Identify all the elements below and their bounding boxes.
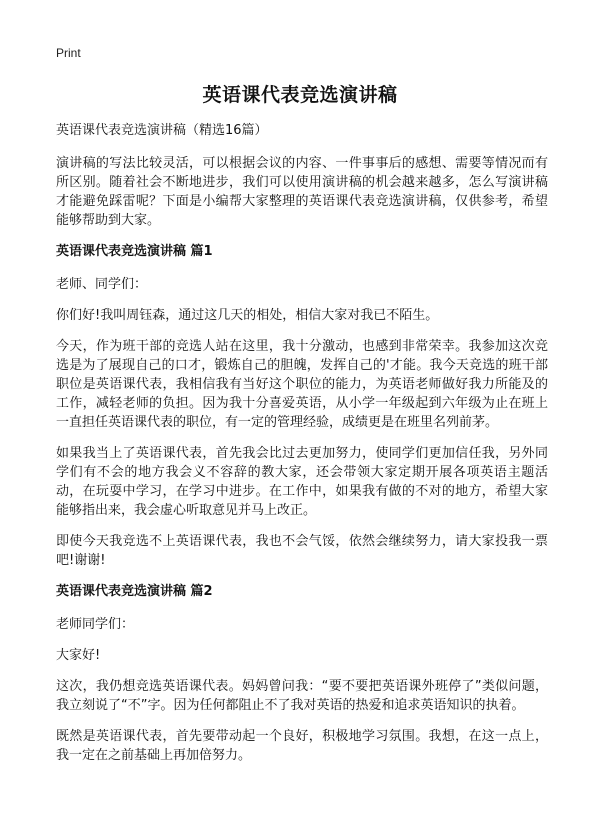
section-2-paragraph: 这次，我仍想竞选英语课代表。妈妈曾问我：“要不要把英语课外班停了”类似问题，我立刻说了“不”字。因为任何都阻止不了我对英语的热爱和追求英语知识的执着。 — [56, 679, 548, 713]
section-2-salutation: 老师同学们： — [56, 617, 135, 632]
document-body — [56, 121, 548, 777]
section-2-heading: 英语课代表竞选演讲稿 篇2 — [56, 584, 213, 599]
section-1-paragraph: 今天，作为班干部的竞选人站在这里，我十分激动，也感到非常荣幸。我参加这次竞选是为了展现自己的口才，锻炼自己的胆魄，发挥自己的'才能。我今天竞选的班干部职位是英语课代表，我相信我有当好这个职位的能力，为英语老师做好我力所能及的工作，减轻老师的负担。因为我十分喜爱英语，从小学一年级起到六年级为止在班上一直担任英语课代表的职位，有一定的管理经验，成绩更是在班里名列前茅。 — [56, 339, 548, 430]
document-subtitle: 英语课代表竞选演讲稿（精选16篇） — [56, 123, 268, 138]
intro-paragraph: 演讲稿的写法比较灵活，可以根据会议的内容、一件事事后的感想、需要等情况而有所区别。随着社会不断地进步，我们可以使用演讲稿的机会越来越多，怎么写演讲稿才能避免踩雷呢？下面是小编帮大家整理的英语课代表竞选演讲稿，仅供参考，希望能够帮助到大家。 — [56, 156, 548, 228]
section-1-salutation: 老师、同学们： — [56, 277, 148, 292]
print-label: Print — [56, 46, 81, 60]
section-2-greeting: 大家好! — [56, 648, 101, 663]
section-1-greeting: 你们好!我叫周钰森，通过这几天的相处，相信大家对我已不陌生。 — [56, 308, 439, 323]
section-1-paragraph: 如果我当上了英语课代表，首先我会比过去更加努力，使同学们更加信任我，另外同学们有不会的地方我会义不容辞的教大家，还会带领大家定期开展各项英语主题活动，在玩耍中学习，在学习中进步。在工作中，如果我有做的不对的地方，希望大家能够指出来，我会虚心听取意见并马上改正。 — [56, 446, 548, 518]
section-1-closing: 即使今天我竞选不上英语课代表，我也不会气馁，依然会继续努力，请大家投我一票吧!谢谢! — [56, 534, 548, 568]
section-2-paragraph: 既然是英语课代表，首先要带动起一个良好，积极地学习氛围。我想，在这一点上，我一定在之前基础上再加倍努力。 — [56, 729, 548, 763]
section-1-heading: 英语课代表竞选演讲稿 篇1 — [56, 244, 213, 259]
document-title: 英语课代表竞选演讲稿 — [202, 84, 398, 106]
